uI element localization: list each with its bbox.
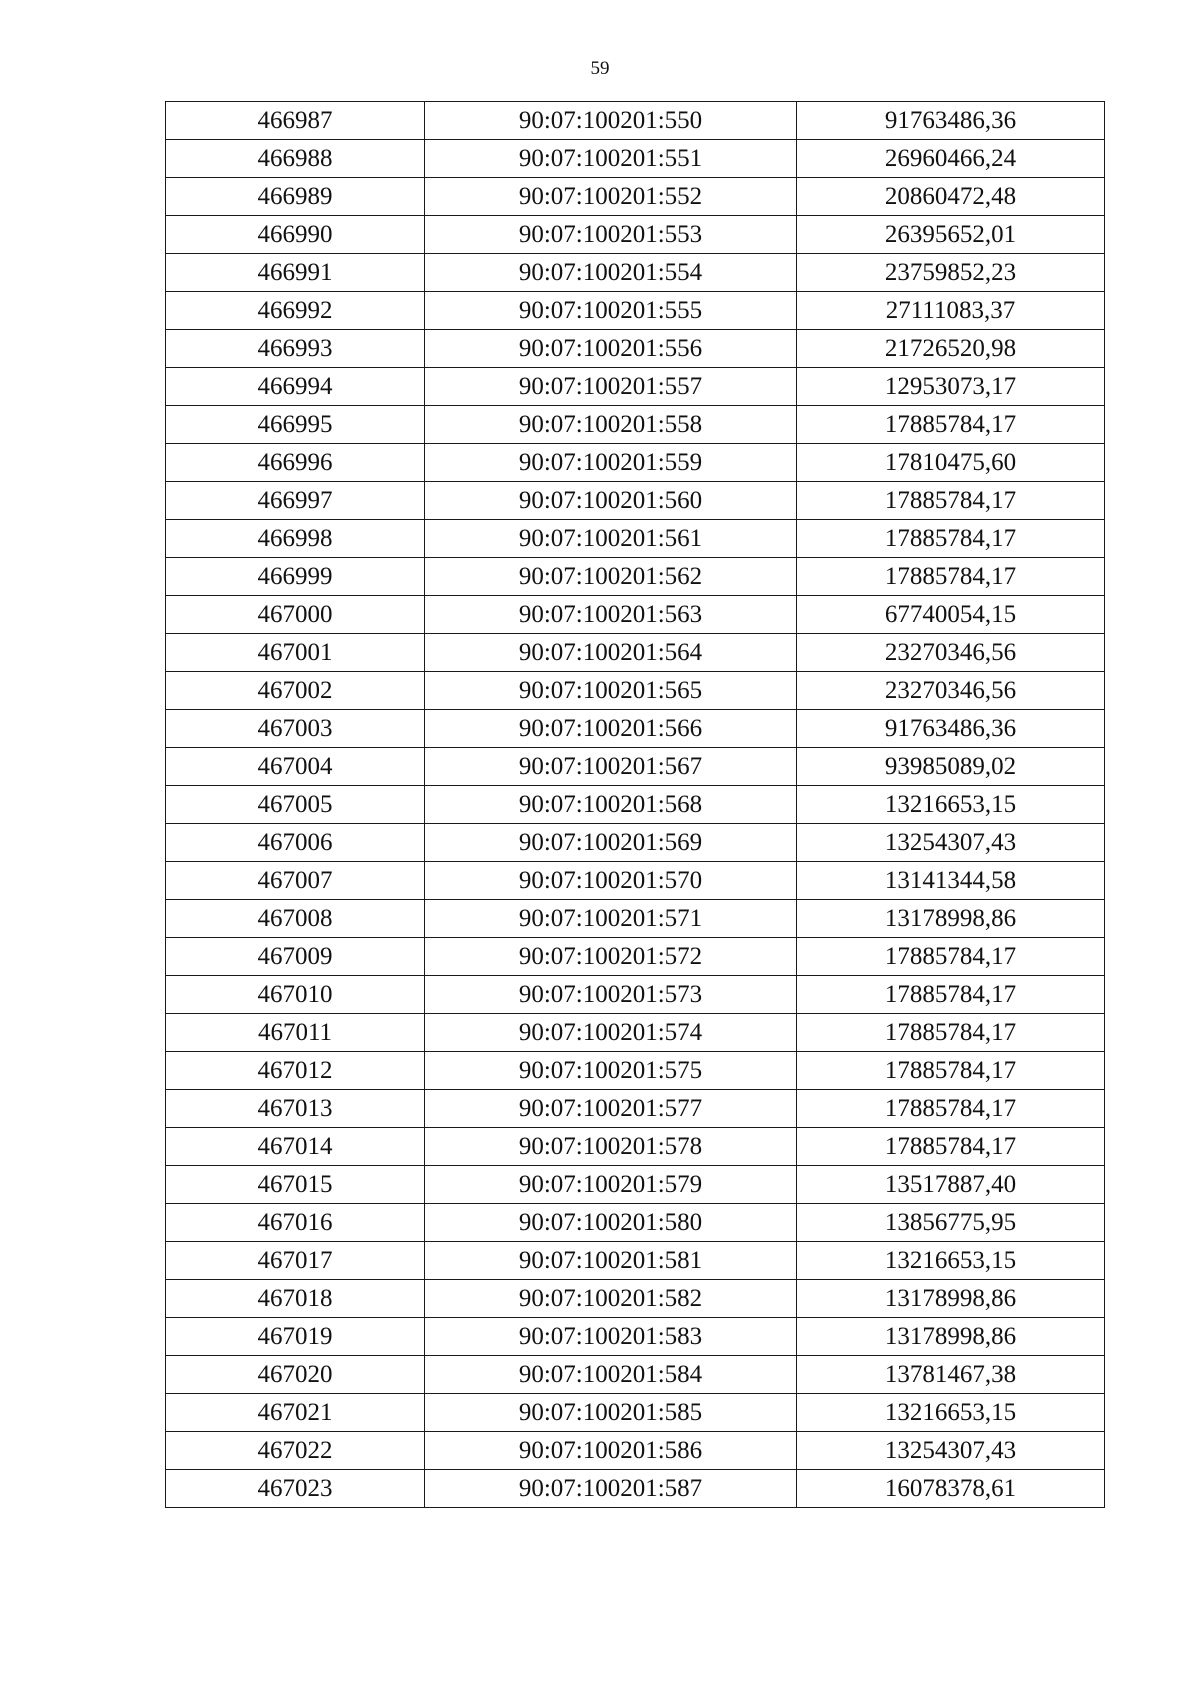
cadastral-number-cell: 90:07:100201:570 — [425, 862, 797, 900]
record-number-cell: 467009 — [166, 938, 425, 976]
record-number-cell: 466997 — [166, 482, 425, 520]
record-number-cell: 467008 — [166, 900, 425, 938]
record-number-cell: 466996 — [166, 444, 425, 482]
record-number-cell: 466998 — [166, 520, 425, 558]
record-number-cell: 466993 — [166, 330, 425, 368]
cadastral-number-cell: 90:07:100201:579 — [425, 1166, 797, 1204]
table-row — [166, 1166, 1105, 1204]
table-row — [166, 786, 1105, 824]
record-number-cell: 466989 — [166, 178, 425, 216]
cadastral-value-cell: 26395652,01 — [797, 216, 1105, 254]
cadastral-value-cell: 17885784,17 — [797, 520, 1105, 558]
record-number-cell: 467000 — [166, 596, 425, 634]
table-row — [166, 254, 1105, 292]
record-number-cell: 467020 — [166, 1356, 425, 1394]
cadastral-value-cell: 26960466,24 — [797, 140, 1105, 178]
table-row — [166, 558, 1105, 596]
cadastral-number-cell: 90:07:100201:569 — [425, 824, 797, 862]
cadastral-value-cell: 21726520,98 — [797, 330, 1105, 368]
cadastral-number-cell: 90:07:100201:584 — [425, 1356, 797, 1394]
table-row — [166, 824, 1105, 862]
record-number-cell: 467003 — [166, 710, 425, 748]
table-row — [166, 938, 1105, 976]
record-number-cell: 467001 — [166, 634, 425, 672]
cadastral-number-cell: 90:07:100201:582 — [425, 1280, 797, 1318]
cadastral-value-cell: 17885784,17 — [797, 1052, 1105, 1090]
cadastral-number-cell: 90:07:100201:565 — [425, 672, 797, 710]
cadastral-value-cell: 13254307,43 — [797, 824, 1105, 862]
table-row — [166, 368, 1105, 406]
cadastral-value-cell: 13178998,86 — [797, 1280, 1105, 1318]
cadastral-number-cell: 90:07:100201:574 — [425, 1014, 797, 1052]
cadastral-number-cell: 90:07:100201:566 — [425, 710, 797, 748]
record-number-cell: 466995 — [166, 406, 425, 444]
table-row — [166, 1090, 1105, 1128]
cadastral-number-cell: 90:07:100201:562 — [425, 558, 797, 596]
cadastral-value-cell: 13856775,95 — [797, 1204, 1105, 1242]
table-row — [166, 976, 1105, 1014]
table-row — [166, 140, 1105, 178]
cadastral-number-cell: 90:07:100201:580 — [425, 1204, 797, 1242]
cadastral-value-cell: 13178998,86 — [797, 1318, 1105, 1356]
cadastral-number-cell: 90:07:100201:573 — [425, 976, 797, 1014]
record-number-cell: 466999 — [166, 558, 425, 596]
cadastral-value-cell: 93985089,02 — [797, 748, 1105, 786]
table-row — [166, 292, 1105, 330]
record-number-cell: 467017 — [166, 1242, 425, 1280]
registry-table-body — [166, 102, 1105, 1508]
cadastral-number-cell: 90:07:100201:572 — [425, 938, 797, 976]
cadastral-value-cell: 13781467,38 — [797, 1356, 1105, 1394]
table-row — [166, 710, 1105, 748]
cadastral-number-cell: 90:07:100201:577 — [425, 1090, 797, 1128]
table-row — [166, 634, 1105, 672]
cadastral-number-cell: 90:07:100201:578 — [425, 1128, 797, 1166]
table-row — [166, 178, 1105, 216]
cadastral-number-cell: 90:07:100201:581 — [425, 1242, 797, 1280]
cadastral-value-cell: 23759852,23 — [797, 254, 1105, 292]
table-row — [166, 1204, 1105, 1242]
cadastral-number-cell: 90:07:100201:559 — [425, 444, 797, 482]
cadastral-number-cell: 90:07:100201:551 — [425, 140, 797, 178]
record-number-cell: 466988 — [166, 140, 425, 178]
cadastral-value-cell: 13254307,43 — [797, 1432, 1105, 1470]
cadastral-value-cell: 13216653,15 — [797, 1394, 1105, 1432]
record-number-cell: 467019 — [166, 1318, 425, 1356]
cadastral-number-cell: 90:07:100201:568 — [425, 786, 797, 824]
table-row — [166, 1432, 1105, 1470]
table-row — [166, 748, 1105, 786]
table-row — [166, 862, 1105, 900]
table-row — [166, 1394, 1105, 1432]
cadastral-value-cell: 17885784,17 — [797, 1128, 1105, 1166]
record-number-cell: 467006 — [166, 824, 425, 862]
cadastral-value-cell: 17885784,17 — [797, 406, 1105, 444]
record-number-cell: 466990 — [166, 216, 425, 254]
cadastral-value-cell: 13178998,86 — [797, 900, 1105, 938]
table-row — [166, 672, 1105, 710]
cadastral-value-cell: 67740054,15 — [797, 596, 1105, 634]
table-row — [166, 1242, 1105, 1280]
record-number-cell: 467013 — [166, 1090, 425, 1128]
table-row — [166, 482, 1105, 520]
record-number-cell: 467002 — [166, 672, 425, 710]
record-number-cell: 467022 — [166, 1432, 425, 1470]
record-number-cell: 467010 — [166, 976, 425, 1014]
cadastral-value-cell: 20860472,48 — [797, 178, 1105, 216]
cadastral-number-cell: 90:07:100201:583 — [425, 1318, 797, 1356]
table-row — [166, 102, 1105, 140]
record-number-cell: 467007 — [166, 862, 425, 900]
record-number-cell: 467021 — [166, 1394, 425, 1432]
cadastral-value-cell: 17885784,17 — [797, 1014, 1105, 1052]
table-row — [166, 330, 1105, 368]
cadastral-value-cell: 17885784,17 — [797, 1090, 1105, 1128]
record-number-cell: 467011 — [166, 1014, 425, 1052]
cadastral-number-cell: 90:07:100201:575 — [425, 1052, 797, 1090]
table-row — [166, 520, 1105, 558]
cadastral-number-cell: 90:07:100201:587 — [425, 1470, 797, 1508]
cadastral-number-cell: 90:07:100201:554 — [425, 254, 797, 292]
cadastral-number-cell: 90:07:100201:585 — [425, 1394, 797, 1432]
table-row — [166, 1128, 1105, 1166]
table-row — [166, 1014, 1105, 1052]
cadastral-value-cell: 17885784,17 — [797, 482, 1105, 520]
cadastral-value-cell: 13141344,58 — [797, 862, 1105, 900]
record-number-cell: 466994 — [166, 368, 425, 406]
record-number-cell: 467015 — [166, 1166, 425, 1204]
cadastral-number-cell: 90:07:100201:557 — [425, 368, 797, 406]
cadastral-value-cell: 17810475,60 — [797, 444, 1105, 482]
record-number-cell: 467014 — [166, 1128, 425, 1166]
table-row — [166, 1470, 1105, 1508]
cadastral-value-cell: 13216653,15 — [797, 786, 1105, 824]
cadastral-value-cell: 16078378,61 — [797, 1470, 1105, 1508]
cadastral-value-cell: 27111083,37 — [797, 292, 1105, 330]
table-row — [166, 1280, 1105, 1318]
record-number-cell: 467005 — [166, 786, 425, 824]
table-row — [166, 216, 1105, 254]
record-number-cell: 466991 — [166, 254, 425, 292]
record-number-cell: 467018 — [166, 1280, 425, 1318]
record-number-cell: 467012 — [166, 1052, 425, 1090]
cadastral-number-cell: 90:07:100201:552 — [425, 178, 797, 216]
cadastral-value-cell: 13216653,15 — [797, 1242, 1105, 1280]
table-row — [166, 596, 1105, 634]
cadastral-number-cell: 90:07:100201:586 — [425, 1432, 797, 1470]
cadastral-number-cell: 90:07:100201:571 — [425, 900, 797, 938]
record-number-cell: 466992 — [166, 292, 425, 330]
registry-table — [165, 101, 1105, 1508]
cadastral-number-cell: 90:07:100201:567 — [425, 748, 797, 786]
cadastral-number-cell: 90:07:100201:558 — [425, 406, 797, 444]
table-row — [166, 1356, 1105, 1394]
cadastral-number-cell: 90:07:100201:563 — [425, 596, 797, 634]
cadastral-number-cell: 90:07:100201:555 — [425, 292, 797, 330]
cadastral-number-cell: 90:07:100201:564 — [425, 634, 797, 672]
record-number-cell: 467023 — [166, 1470, 425, 1508]
table-row — [166, 1318, 1105, 1356]
cadastral-number-cell: 90:07:100201:560 — [425, 482, 797, 520]
page-number: 59 — [590, 58, 610, 79]
cadastral-number-cell: 90:07:100201:561 — [425, 520, 797, 558]
cadastral-value-cell: 23270346,56 — [797, 672, 1105, 710]
record-number-cell: 467016 — [166, 1204, 425, 1242]
cadastral-value-cell: 12953073,17 — [797, 368, 1105, 406]
cadastral-value-cell: 17885784,17 — [797, 976, 1105, 1014]
cadastral-value-cell: 13517887,40 — [797, 1166, 1105, 1204]
cadastral-number-cell: 90:07:100201:556 — [425, 330, 797, 368]
table-row — [166, 444, 1105, 482]
cadastral-number-cell: 90:07:100201:553 — [425, 216, 797, 254]
table-row — [166, 406, 1105, 444]
table-row — [166, 1052, 1105, 1090]
record-number-cell: 467004 — [166, 748, 425, 786]
record-number-cell: 466987 — [166, 102, 425, 140]
table-row — [166, 900, 1105, 938]
cadastral-value-cell: 91763486,36 — [797, 102, 1105, 140]
cadastral-value-cell: 23270346,56 — [797, 634, 1105, 672]
cadastral-value-cell: 91763486,36 — [797, 710, 1105, 748]
cadastral-number-cell: 90:07:100201:550 — [425, 102, 797, 140]
cadastral-value-cell: 17885784,17 — [797, 558, 1105, 596]
cadastral-value-cell: 17885784,17 — [797, 938, 1105, 976]
